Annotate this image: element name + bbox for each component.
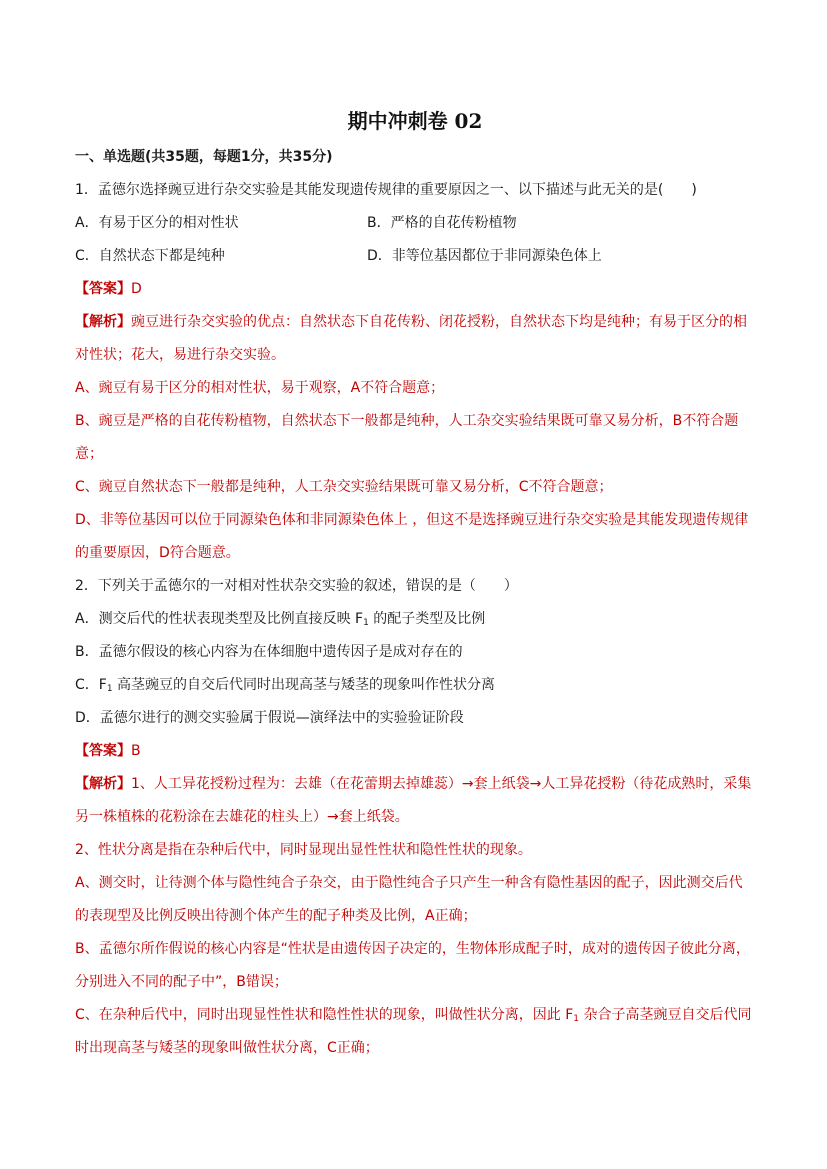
question-2-analysis-a: A、测交时，让待测个体与隐性纯合子杂交，由于隐性纯合子只产生一种含有隐性基因的配子，因此测交后代的表现型及比例反映出待测个体产生的配子种类及比例，A正确； — [75, 875, 743, 924]
analysis-tag: 【解析】 — [75, 776, 131, 792]
analysis-text: 杂合子高茎豌豆自交后代同时出现高茎与矮茎的现象叫做性状分离，C正确； — [75, 1007, 752, 1056]
option-text: A．测交后代的性状表现类型及比例直接反映 F — [75, 611, 364, 627]
subscript: 1 — [573, 1014, 580, 1024]
question-2-analysis-b: B、孟德尔所作假说的核心内容是“性状是由遗传因子决定的，生物体形成配子时，成对的遗传因子彼此分离，分别进入不同的配子中”，B错误； — [75, 941, 750, 990]
answer-value: B — [131, 743, 141, 759]
question-2-analysis-c — [75, 999, 755, 1065]
question-1-option-c: C．自然状态下都是纯种 — [75, 248, 225, 264]
question-1-option-a: A．有易于区分的相对性状 — [75, 215, 239, 231]
question-2-answer — [75, 735, 755, 768]
section-heading: 一、单选题(共35题，每题1分，共35分) — [75, 149, 333, 165]
question-2-analysis-2: 2、性状分离是指在杂种后代中，同时显现出显性性状和隐性性状的现象。 — [75, 842, 532, 858]
question-2-option-a — [75, 603, 755, 636]
question-2-option-d: D．孟德尔进行的测交实验属于假说—演绎法中的实验验证阶段 — [75, 710, 464, 726]
subscript: 1 — [363, 618, 369, 628]
question-1-analysis-d: D、非等位基因可以位于同源染色体和非同源染色体上 ，但这不是选择豌豆进行杂交实验是其能发现遗传规律的重要原因，D符合题意。 — [75, 512, 749, 561]
question-1-options-row-1 — [75, 207, 755, 240]
question-1-analysis-c: C、豌豆自然状态下一般都是纯种，人工杂交实验结果既可靠又易分析，C不符合题意； — [75, 479, 613, 495]
document-content — [75, 106, 755, 1065]
option-text: 高茎豌豆的自交后代同时出现高茎与矮茎的现象叫作性状分离 — [112, 677, 496, 693]
answer-tag: 【答案】 — [75, 743, 131, 759]
question-2-option-b: B．孟德尔假设的核心内容为在体细胞中遗传因子是成对存在的 — [75, 644, 463, 660]
option-text: C．F — [75, 677, 107, 693]
page-title: 期中冲刺卷 02 — [347, 109, 483, 133]
analysis-tag: 【解析】 — [75, 314, 131, 330]
question-1-analysis-a: A、豌豆有易于区分的相对性状，易于观察，A不符合题意； — [75, 380, 445, 396]
question-2-option-c — [75, 669, 755, 702]
question-1-answer — [75, 273, 755, 306]
analysis-text: 1、人工异花授粉过程为：去雄（在花蕾期去掉雄蕊）→套上纸袋→人工异花授粉（待花成熟时，采集另一株植株的花粉涂在去雄花的柱头上）→套上纸袋。 — [75, 776, 752, 825]
analysis-text: C、在杂种后代中，同时出现显性性状和隐性性状的现象，叫做性状分离，因此 F — [75, 1007, 574, 1023]
question-1-analysis-intro — [75, 306, 755, 372]
option-text: 的配子类型及比例 — [368, 611, 486, 627]
question-1-options-row-2 — [75, 240, 755, 273]
subscript: 1 — [106, 684, 113, 694]
analysis-text: 豌豆进行杂交实验的优点：自然状态下自花传粉、闭花授粉，自然状态下均是纯种；有易于区分的相对性状；花大，易进行杂交实验。 — [75, 314, 747, 363]
question-2-stem: 2．下列关于孟德尔的一对相对性状杂交实验的叙述，错误的是（ ） — [75, 578, 518, 594]
question-1-stem: 1．孟德尔选择豌豆进行杂交实验是其能发现遗传规律的重要原因之一、以下描述与此无关的是( ) — [75, 182, 697, 198]
answer-tag: 【答案】 — [75, 281, 131, 297]
question-2-analysis-1 — [75, 768, 755, 834]
question-1-option-d: D．非等位基因都位于非同源染色体上 — [367, 248, 602, 264]
question-1-analysis-b: B、豌豆是严格的自花传粉植物，自然状态下一般都是纯种，人工杂交实验结果既可靠又易分析，B不符合题意； — [75, 413, 739, 462]
question-1-option-b: B．严格的自花传粉植物 — [367, 215, 517, 231]
answer-value: D — [131, 281, 142, 297]
